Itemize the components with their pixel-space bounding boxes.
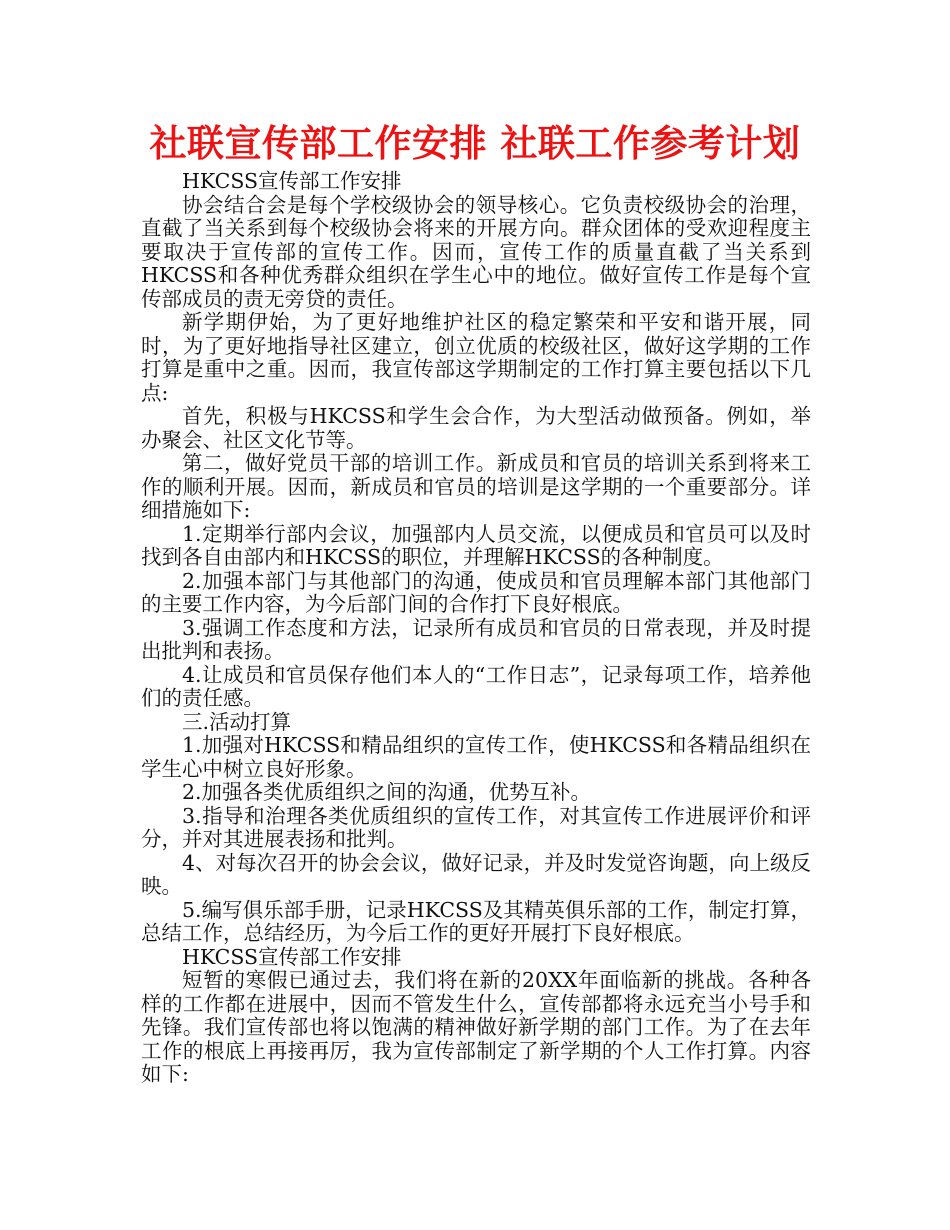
paragraph: 短暂的寒假已通过去，我们将在新的20XX年面临新的挑战。各种各样的工作都在进展中，因而不管发生什么，宣传部都将永远充当小号手和先锋。我们宣传部也将以饱满的精神做好新学期的部门工作。为了在去年工作的根底上再接再厉，我为宣传部制定了新学期的个人工作打算。内容如下: [141,968,811,1086]
list-item: 4、对每次召开的协会会议，做好记录，并及时发觉咨询题，向上级反映。 [141,850,811,898]
paragraph-heading-2: HKCSS宣传部工作安排 [182,944,402,969]
section-heading: 三.活动打算 [182,709,292,734]
paragraph: 第二，做好党员干部的培训工作。新成员和官员的培训关系到将来工作的顺利开展。因而，新成员和官员的培训是这学期的一个重要部分。详细措施如下: [141,451,811,522]
list-item: 3.强调工作态度和方法，记录所有成员和官员的日常表现，并及时提出批判和表扬。 [141,615,811,663]
list-item: 4.让成员和官员保存他们本人的“工作日志”，记录每项工作，培养他们的责任感。 [141,662,811,710]
list-item: 2.加强本部门与其他部门的沟通，使成员和官员理解本部门其他部门的主要工作内容，为今后部门间的合作打下良好根底。 [141,568,811,616]
paragraph: 新学期伊始，为了更好地维护社区的稳定繁荣和平安和谐开展，同时，为了更好地指导社区建立，创立优质的校级社区，做好这学期的工作打算是重中之重。因而，我宣传部这学期制定的工作打算主要包括以下几点: [141,310,811,405]
list-item: 3.指导和治理各类优质组织的宣传工作，对其宣传工作进展评价和评分，并对其进展表扬和批判。 [141,803,811,851]
paragraph: 协会结合会是每个学校级协会的领导核心。它负责校级协会的治理，直截了当关系到每个校级协会将来的开展方向。群众团体的受欢迎程度主要取决于宣传部的宣传工作。因而，宣传工作的质量直截了当关系到HKCSS和各种优秀群众组织在学生心中的地位。做好宣传工作是每个宣传部成员的责无旁贷的责任。 [141,192,811,311]
list-item: 1.定期举行部内会议，加强部内人员交流，以便成员和官员可以及时找到各自由部内和HKCSS的职位，并理解HKCSS的各种制度。 [141,521,811,569]
document-body [141,170,811,1087]
paragraph: 首先，积极与HKCSS和学生会合作，为大型活动做预备。例如，举办聚会、社区文化节等。 [141,404,811,452]
list-item: 1.加强对HKCSS和精品组织的宣传工作，使HKCSS和各精品组织在学生心中树立良好形象。 [141,733,811,781]
paragraph-heading-1: HKCSS宣传部工作安排 [182,169,402,193]
document-title: 社联宣传部工作安排 社联工作参考计划 [149,122,801,165]
list-item: 5.编写俱乐部手册，记录HKCSS及其精英俱乐部的工作，制定打算，总结工作，总结经历，为今后工作的更好开展打下良好根底。 [141,897,811,945]
list-item: 2.加强各类优质组织之间的沟通，优势互补。 [182,780,592,804]
